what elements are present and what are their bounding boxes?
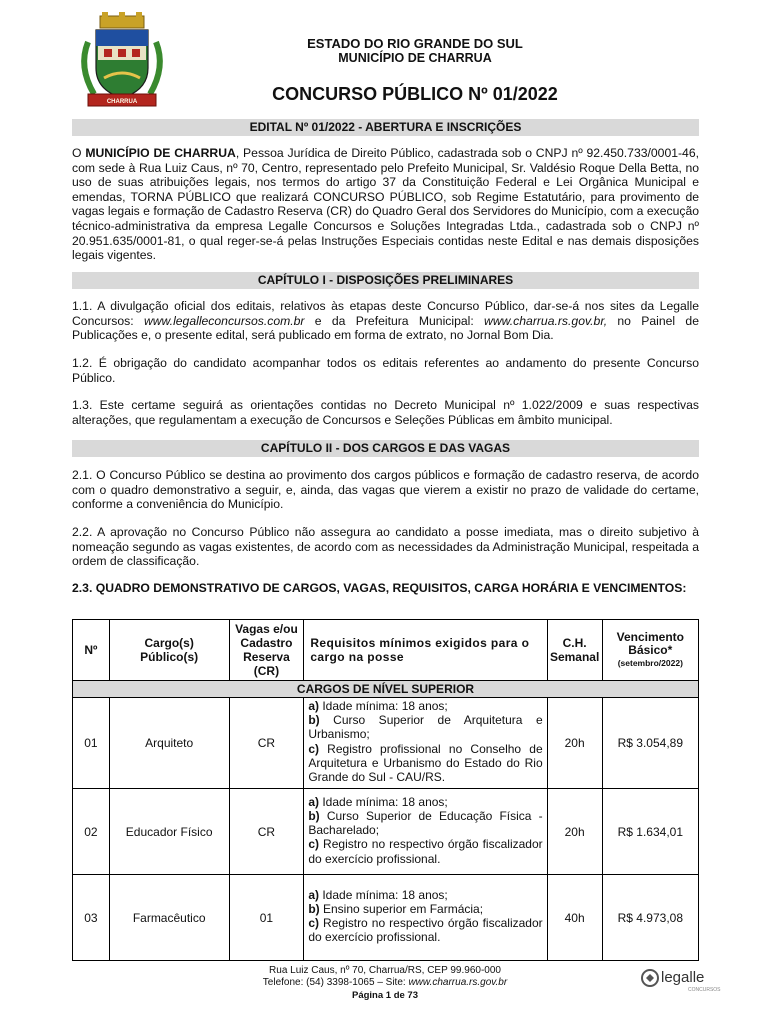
footer-site-link[interactable]: www.charrua.rs.gov.br	[408, 977, 508, 988]
requirements-cell: a) Idade mínima: 18 anos; b) Ensino superior em Farmácia; c) Registro no respectivo órgão fiscalizador do exercício profissional.	[304, 875, 547, 961]
edital-heading: EDITAL Nº 01/2022 - ABERTURA E INSCRIÇÕES	[72, 119, 699, 136]
header-cargo: Cargo(s) Público(s)	[109, 620, 229, 681]
section-title: CARGOS DE NÍVEL SUPERIOR	[73, 681, 699, 698]
footer-address: Rua Luiz Caus, nº 70, Charrua/RS, CEP 99.960-000	[269, 965, 501, 976]
logo-subtext: CONCURSOS	[688, 987, 721, 993]
requirements-cell: a) Idade mínima: 18 anos; b) Curso Superior de Arquitetura e Urbanismo; c) Registro profissional no Conselho de Arquitetura e Urbanismo do Estado do Rio Grande do Sul - CAU/RS.	[304, 698, 547, 789]
table-row: 02 Educador Físico CR a) Idade mínima: 18 anos; b) Curso Superior de Educação Física - Bacharelado; c) Registro no respectivo órgão fiscalizador do exercício profissional. 20h R$ 1.634,01	[73, 789, 699, 875]
header-requisitos: Requisitos mínimos exigidos para o cargo na posse	[304, 620, 547, 681]
header-vagas: Vagas e/ou Cadastro Reserva (CR)	[229, 620, 304, 681]
paragraph-2-3: 2.3. QUADRO DEMONSTRATIVO DE CARGOS, VAGAS, REQUISITOS, CARGA HORÁRIA E VENCIMENTOS:	[72, 581, 687, 595]
municipality-name: MUNICÍPIO DE CHARRUA	[85, 146, 236, 160]
header-vencimento-note: (setembro/2022)	[617, 657, 683, 668]
header-municipality: MUNICÍPIO DE CHARRUA	[338, 51, 492, 65]
legalle-logo-icon	[640, 966, 724, 994]
paragraph-1-2: 1.2. É obrigação do candidato acompanhar todos os editais referentes ao andamento do presente Concurso Público.	[72, 356, 699, 385]
footer-contact: Telefone: (54) 3398-1065 – Site: www.charrua.rs.gov.br	[262, 977, 508, 988]
page-title: CONCURSO PÚBLICO Nº 01/2022	[272, 84, 558, 104]
requirements-cell: a) Idade mínima: 18 anos; b) Curso Superior de Educação Física - Bacharelado; c) Registro no respectivo órgão fiscalizador do exercício profissional.	[304, 789, 547, 875]
paragraph-2-2: 2.2. A aprovação no Concurso Público não assegura ao candidato a posse imediata, mas o direito subjetivo à nomeação segundo as vagas existentes, de acordo com as necessidades da Administração Municipal, respeitada a ordem de classificação.	[72, 525, 699, 569]
municipal-crest-icon	[74, 12, 170, 110]
logo-wordmark: legalle	[661, 969, 705, 986]
crest-banner-text: CHARRUA	[106, 99, 138, 105]
section-row	[73, 681, 699, 698]
header-ch: C.H. Semanal	[547, 620, 602, 681]
paragraph-1-1: 1.1. A divulgação oficial dos editais, relativos às etapas deste Concurso Público, dar-se-á nos sites da Legalle Concursos: www.legalleconcursos.com.br e da Prefeitura Municipal: www.charrua.rs.gov.br, no Painel de Publicações e, o presente edital, será publicado em forma de extrato, no Jornal Bom Dia.	[72, 299, 699, 343]
table-row: 01 Arquiteto CR a) Idade mínima: 18 anos; b) Curso Superior de Arquitetura e Urbanismo; c) Registro profissional no Conselho de Arquitetura e Urbanismo do Estado do Rio Grande do Sul - CAU/RS. 20h R$ 3.054,89	[73, 698, 699, 789]
intro-paragraph: O MUNICÍPIO DE CHARRUA, Pessoa Jurídica de Direito Público, cadastrada sob o CNPJ nº 92.450.733/0001-46, com sede à Rua Luiz Caus, nº 70, Centro, representado pelo Prefeito Municipal, Sr. Valdésio Roque Della Betta, no uso de suas atribuições legais, nos termos do artigo 37 da Constituição Federal e Lei Orgânica Municipal e emendas, TORNA PÚBLICO que realizará CONCURSO PÚBLICO, sob Regime Estatutário, para provimento de vagas legais e formação de Cadastro Reserva (CR) do Quadro Geral dos Servidores do Município, com a execução técnico-administrativa da empresa Legalle Concursos e Soluções Integradas Ltda., cadastrada sob o CNPJ nº 20.951.635/0001-81, o qual reger-se-á pelas Instruções Especiais contidas neste Edital e nas demais disposições legais vigentes.	[72, 146, 699, 263]
table-header-row	[73, 620, 699, 681]
chapter1-heading: CAPÍTULO I - DISPOSIÇÕES PRELIMINARES	[72, 272, 699, 289]
header-state: ESTADO DO RIO GRANDE DO SUL	[307, 36, 523, 51]
table-row: 03 Farmacêutico 01 a) Idade mínima: 18 anos; b) Ensino superior em Farmácia; c) Registro no respectivo órgão fiscalizador do exercício profissional. 40h R$ 4.973,08	[73, 875, 699, 961]
header-vencimento: Vencimento Básico* (setembro/2022)	[602, 620, 698, 681]
legalle-site-link[interactable]: www.legalleconcursos.com.br	[143, 313, 305, 328]
page-number: Página 1 de 73	[351, 990, 418, 1001]
paragraph-2-1: 2.1. O Concurso Público se destina ao provimento dos cargos públicos e formação de cadastro reserva, de acordo com o quadro demonstrativo a seguir, e, ainda, das vagas que vierem a existir no prazo de validade do certame, conforme a conveniência do Município.	[72, 468, 699, 512]
prefeitura-site-link[interactable]: www.charrua.rs.gov.br,	[484, 313, 608, 328]
paragraph-1-3: 1.3. Este certame seguirá as orientações contidas no Decreto Municipal nº 1.022/2009 e suas respectivas alterações, que regulamentam a execução de Concursos e Seleções Públicas em âmbito municipal.	[72, 398, 699, 427]
cargos-table	[72, 619, 699, 961]
header-n: Nº	[73, 620, 110, 681]
chapter2-heading: CAPÍTULO II - DOS CARGOS E DAS VAGAS	[72, 440, 699, 457]
